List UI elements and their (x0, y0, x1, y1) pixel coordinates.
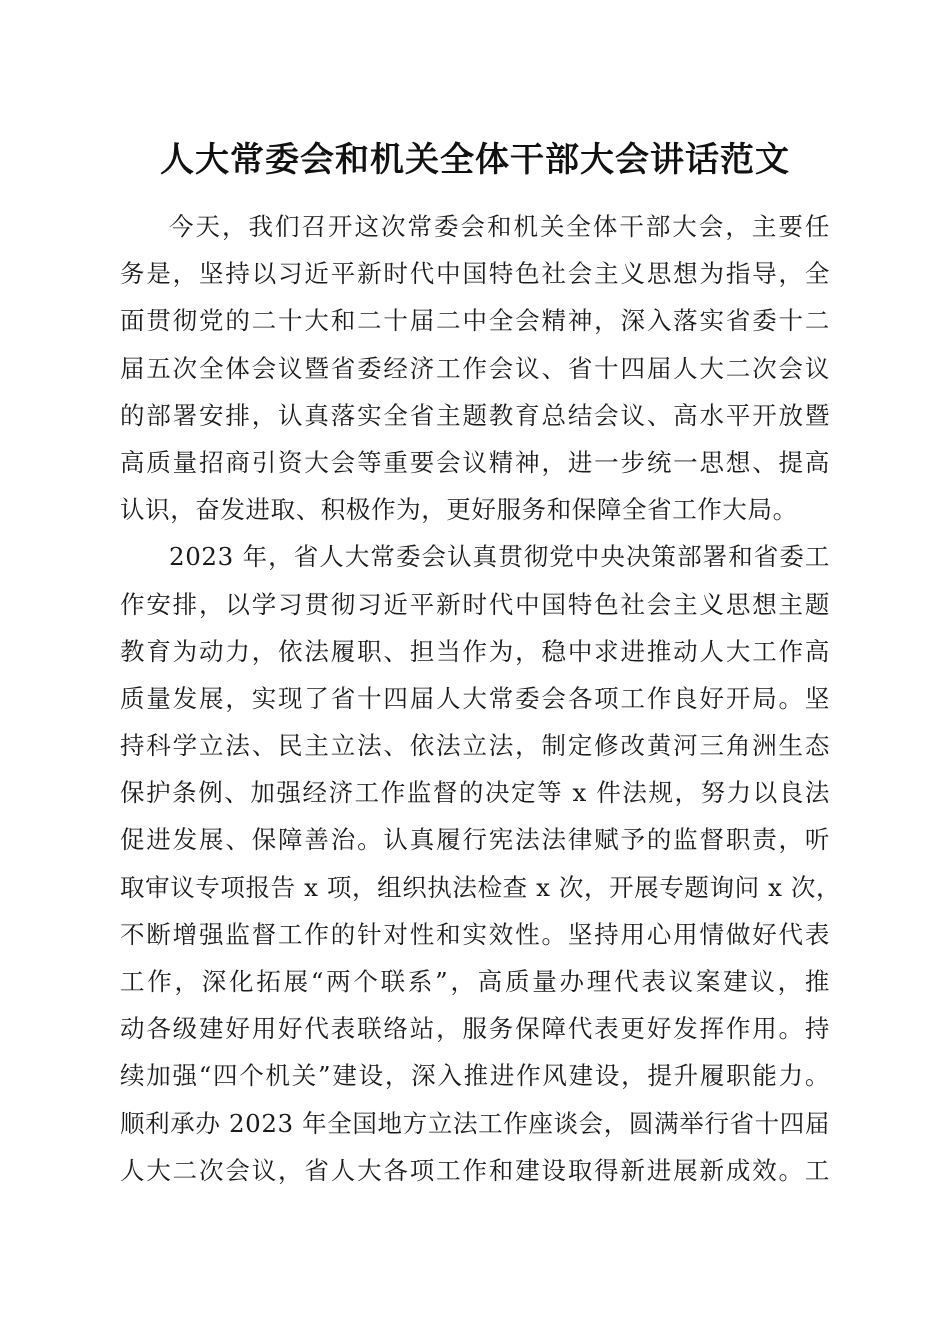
text-line: 届五次全体会议暨省委经济工作会议、省十四届人大二次会议 (120, 353, 830, 383)
text-line: 教育为动力，依法履职、担当作为，稳中求进推动人大工作高 (120, 636, 830, 666)
text-line: 今天，我们召开这次常委会和机关全体干部大会，主要任 (169, 212, 830, 241)
text-line: 促进发展、保障善治。认真履行宪法法律赋予的监督职责，听 (120, 825, 830, 855)
text-line: 工作，深化拓展“两个联系”，高质量办理代表议案建议，推 (120, 967, 830, 996)
text-line: 人大二次会议，省人大各项工作和建设取得新进展新成效。工 (120, 1155, 830, 1185)
text-line: 不断增强监督工作的针对性和实效性。坚持用心用情做好代表 (120, 919, 830, 949)
paragraph-2 (120, 533, 842, 1194)
page-title: 人大常委会和机关全体干部大会讲话范文 (160, 140, 790, 180)
text-line: 作安排，以学习贯彻习近平新时代中国特色社会主义思想主题 (120, 589, 830, 619)
text-line: 务是，坚持以习近平新时代中国特色社会主义思想为指导，全 (120, 259, 830, 289)
text-line: 持科学立法、民主立法、依法立法，制定修改黄河三角洲生态 (120, 731, 830, 761)
text-line: 续加强“四个机关”建设，深入推进作风建设，提升履职能力。 (120, 1061, 830, 1091)
paragraph-1 (120, 203, 830, 533)
text-line: 保护条例、加强经济工作监督的决定等 x 件法规，努力以良法 (120, 778, 830, 808)
text-line: 2023 年，省人大常委会认真贯彻党中央决策部署和省委工 (169, 542, 830, 572)
text-line: 面贯彻党的二十大和二十届二中全会精神，深入落实省委十二 (120, 306, 830, 336)
text-line: 认识，奋发进取、积极作为，更好服务和保障全省工作大局。 (120, 495, 798, 525)
text-line: 动各级建好用好代表联络站，服务保障代表更好发挥作用。持 (120, 1014, 830, 1044)
text-line: 高质量招商引资大会等重要会议精神，进一步统一思想、提高 (120, 447, 830, 477)
text-line: 的部署安排，认真落实全省主题教育总结会议、高水平开放暨 (120, 400, 830, 430)
text-line: 取审议专项报告 x 项，组织执法检查 x 次，开展专题询问 x 次， (120, 872, 842, 902)
text-line: 质量发展，实现了省十四届人大常委会各项工作良好开局。坚 (120, 683, 830, 713)
document-body (120, 203, 842, 1194)
text-line: 顺利承办 2023 年全国地方立法工作座谈会，圆满举行省十四届 (120, 1108, 830, 1138)
